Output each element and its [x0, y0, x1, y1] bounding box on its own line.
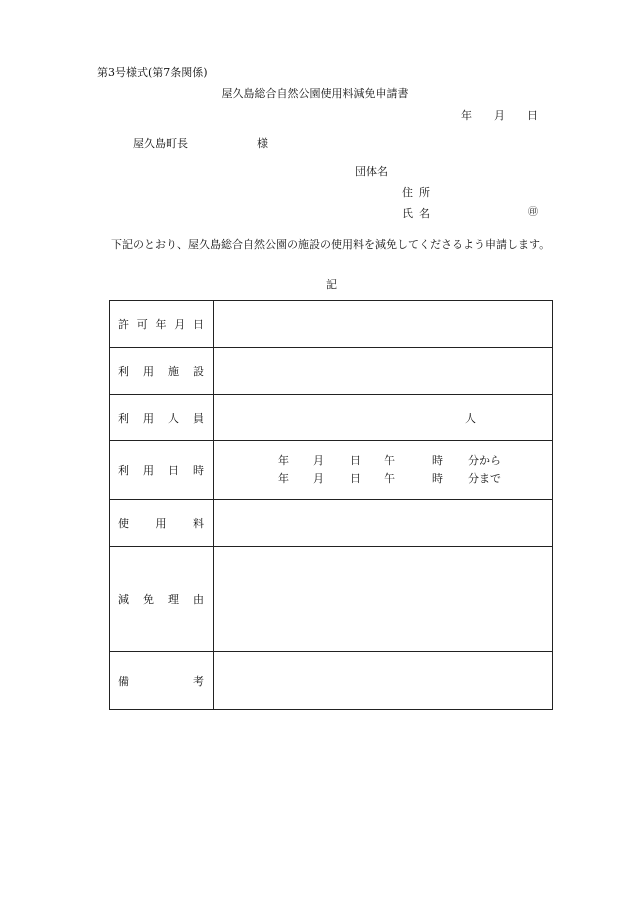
label-char: 利	[118, 464, 129, 477]
dt-day: 日	[350, 454, 361, 467]
day-label: 日	[527, 109, 538, 122]
label-char: 用	[143, 365, 154, 378]
addressee-name: 屋久島町長	[133, 137, 188, 150]
label-usage-datetime	[110, 441, 214, 500]
label-char: 考	[193, 674, 204, 688]
request-body-text: 下記のとおり、屋久島総合自然公園の施設の使用料を減免してくださるよう申請します。	[111, 238, 551, 251]
label-char: 人	[168, 411, 179, 425]
label-fee	[110, 500, 214, 547]
dt-month: 月	[313, 472, 324, 485]
label-char: 年	[155, 318, 167, 331]
value-headcount[interactable]	[214, 395, 553, 441]
group-name-label: 団体名	[355, 165, 388, 178]
dt-year: 年	[278, 454, 289, 467]
document-title: 屋久島総合自然公園使用料減免申請書	[221, 87, 409, 100]
addressee-honorific: 様	[257, 137, 268, 150]
name-label: 氏名	[402, 207, 436, 220]
label-char: 免	[143, 593, 154, 606]
label-permit-date	[110, 301, 214, 348]
label-char: 員	[193, 411, 204, 425]
dt-ampm: 午	[384, 454, 395, 467]
label-char: 許	[118, 318, 129, 331]
dt-year: 年	[278, 472, 289, 485]
datetime-from-line	[214, 452, 552, 470]
label-char: 可	[136, 318, 148, 331]
seal-mark: ㊞	[528, 207, 538, 218]
dt-to-suffix: 分まで	[468, 472, 501, 485]
label-headcount	[110, 395, 214, 441]
month-label: 月	[494, 109, 505, 122]
table-row	[110, 395, 553, 441]
label-char: 月	[174, 318, 186, 331]
dt-hour: 時	[432, 472, 443, 485]
address-label: 住所	[402, 186, 436, 199]
label-char: 利	[118, 411, 129, 425]
year-label: 年	[461, 109, 472, 122]
detail-table	[109, 300, 553, 710]
headcount-unit: 人	[465, 411, 476, 425]
table-row	[110, 441, 553, 500]
label-char: 由	[193, 593, 204, 606]
form-number: 第3号様式(第7条関係)	[97, 66, 208, 79]
label-char: 減	[118, 593, 129, 606]
label-char: 用	[143, 411, 154, 425]
label-remarks	[110, 652, 214, 710]
datetime-to-line	[214, 470, 552, 488]
table-row	[110, 547, 553, 652]
label-char: 用	[155, 517, 167, 530]
value-usage-datetime[interactable]	[214, 441, 553, 500]
label-char: 設	[193, 365, 204, 378]
label-char: 利	[118, 365, 129, 378]
dt-from-suffix: 分から	[468, 454, 501, 467]
label-char: 施	[168, 365, 179, 378]
label-char: 備	[118, 674, 129, 688]
note-heading: 記	[326, 278, 337, 291]
label-char: 使	[118, 517, 129, 530]
label-char: 日	[193, 318, 204, 331]
addressee	[133, 138, 268, 149]
date-line	[461, 110, 538, 121]
table-row	[110, 348, 553, 395]
label-reduction-reason	[110, 547, 214, 652]
table-row	[110, 500, 553, 547]
label-char: 理	[168, 593, 179, 606]
label-char: 料	[193, 517, 204, 530]
label-char: 用	[143, 464, 154, 477]
label-facility	[110, 348, 214, 395]
value-reduction-reason[interactable]	[214, 547, 553, 652]
value-remarks[interactable]	[214, 652, 553, 710]
dt-month: 月	[313, 454, 324, 467]
value-fee[interactable]	[214, 500, 553, 547]
table-row	[110, 301, 553, 348]
dt-day: 日	[350, 472, 361, 485]
value-permit-date[interactable]	[214, 301, 553, 348]
label-char: 日	[168, 464, 179, 477]
value-facility[interactable]	[214, 348, 553, 395]
table-row	[110, 652, 553, 710]
label-char: 時	[193, 464, 204, 477]
dt-hour: 時	[432, 454, 443, 467]
dt-ampm: 午	[384, 472, 395, 485]
